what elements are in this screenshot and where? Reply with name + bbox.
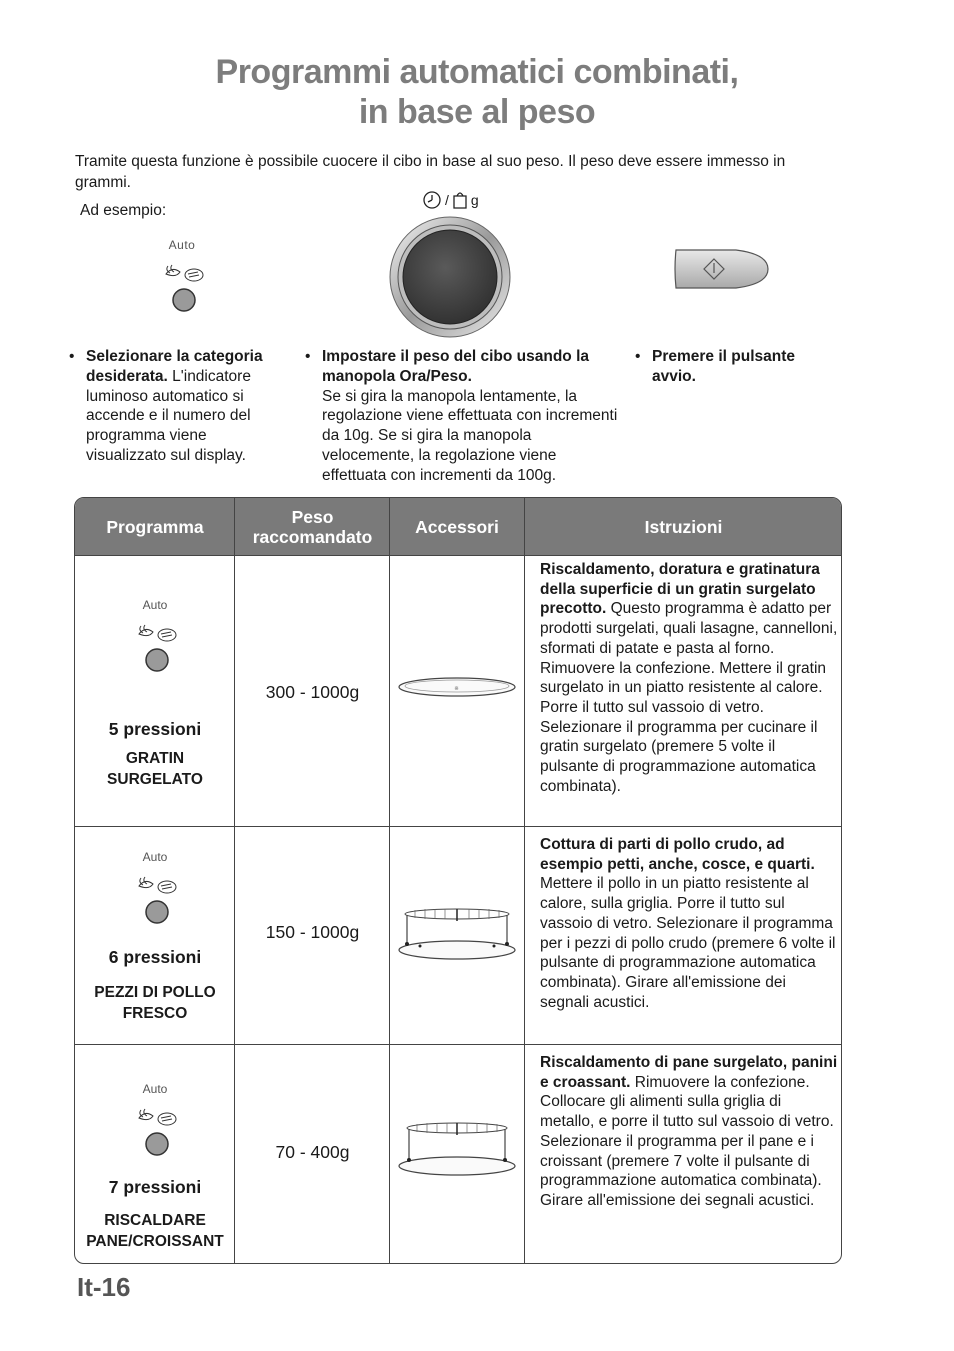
auto-label: Auto	[142, 598, 168, 612]
dial-unit: g	[470, 192, 479, 208]
instructions-text: Questo programma è adatto per prodotti surgelati, quali lasagne, cannelloni, sformati di patate e pasta al forno. Rimuovere la confezione. Mettere il gratin surgelato in un piatto resistente al calore. Porre il tutto sul vassoio di vetro. Selezionare il programma per cucinare il gratin surgelato (premere 5 volte il pulsante di programmazione automatica combinata).	[540, 600, 838, 795]
step-1-bold: Selezionare la categoria desiderata.	[86, 348, 263, 385]
instructions-row-1	[540, 560, 838, 796]
step-2-bold: Impostare il peso del cibo usando la manopola Ora/Peso.	[322, 348, 590, 385]
header-programma: Programma	[106, 517, 204, 537]
row-divider	[75, 826, 842, 827]
metal-rack-on-tray-icon	[390, 1120, 524, 1180]
presses-count: 7 pressioni	[108, 1177, 202, 1197]
auto-button-illustration	[125, 598, 185, 677]
time-weight-dial-icon	[388, 215, 512, 339]
auto-button-illustration	[125, 850, 185, 929]
grill-rack-on-tray-icon	[390, 906, 524, 962]
dial-label	[422, 190, 479, 210]
clock-icon	[422, 190, 442, 210]
bullet: •	[305, 348, 311, 365]
row-divider	[75, 1044, 842, 1045]
table-row-3-program	[75, 1082, 235, 1252]
programs-table	[74, 497, 842, 1264]
auto-button-illustration	[125, 1082, 185, 1161]
auto-label: Auto	[168, 238, 196, 252]
instructions-text: Rimuovere la confezione. Collocare gli alimenti sulla griglia di metallo, e porre il tutto sul vassoio di vetro. Selezionare il programma per il pane e i croissant (premere 7 volte il pulsante di programmazione automatica combinata). Girare all'emissione dei segnali acustici.	[540, 1073, 834, 1209]
auto-label: Auto	[142, 850, 168, 864]
svg-text:⋇: ⋇	[454, 686, 460, 692]
step-1-text: L'indicatore luminoso automatico si accende e il numero del programma viene visualizzato sul display.	[86, 367, 251, 464]
recommended-weight: 70 - 400g	[275, 1142, 350, 1162]
column-divider	[524, 498, 525, 1264]
auto-combi-button-icon	[125, 864, 185, 924]
instructions-row-2	[540, 835, 838, 1012]
step-3	[635, 347, 832, 387]
title-line-2: in base al peso	[358, 93, 596, 131]
page-title	[0, 52, 954, 132]
auto-combi-button-icon	[152, 252, 212, 312]
instructions-bold: Cottura di parti di pollo crudo, ad esempio petti, anche, cosce, e quarti.	[540, 836, 815, 873]
recommended-weight: 150 - 1000g	[265, 922, 360, 942]
auto-combi-button-icon	[125, 1096, 185, 1156]
instructions-text: Mettere il pollo in un piatto resistente al calore, sulla griglia. Porre il tutto sul vassoio di vetro. Selezionare il programma per i pezzi di pollo crudo (premere 6 volte il pulsante di programmazione automatica combinata). Girare all'emissione dei segnali acustici.	[540, 875, 836, 1011]
instructions-bold: Riscaldamento di pane surgelato, panini e croassant.	[540, 1054, 838, 1091]
page-number: It-16	[77, 1272, 131, 1302]
table-row-1-program	[75, 598, 235, 790]
step-3-bold: Premere il pulsante avvio.	[652, 348, 796, 385]
glass-tray-icon	[390, 672, 524, 702]
presses-count: 5 pressioni	[108, 719, 202, 739]
auto-button-illustration	[152, 238, 212, 317]
bullet: •	[635, 348, 641, 365]
header-istruzioni: Istruzioni	[644, 517, 723, 537]
title-line-1: Programmi automatici combinati,	[215, 53, 739, 91]
row-divider	[75, 555, 842, 556]
header-peso: Peso raccomandato	[252, 507, 373, 547]
bullet: •	[69, 348, 75, 365]
recommended-weight: 300 - 1000g	[265, 682, 360, 702]
table-row-2-program	[75, 850, 235, 1024]
instructions-row-3	[540, 1053, 838, 1211]
step-1	[69, 347, 291, 466]
start-button-icon	[672, 246, 772, 292]
program-category: GRATIN SURGELATO	[107, 750, 203, 788]
presses-count: 6 pressioni	[108, 947, 202, 967]
auto-combi-button-icon	[125, 612, 185, 672]
auto-label: Auto	[142, 1082, 168, 1096]
program-category: PEZZI DI POLLO FRESCO	[94, 984, 216, 1022]
step-2-text: Se si gira la manopola lentamente, la regolazione viene effettuata con incrementi da 10g. Se si gira la manopola velocemente, la regolazione viene effettuata con incrementi da 100g.	[322, 387, 618, 484]
dial-separator: /	[445, 192, 449, 208]
instructions-bold: Riscaldamento, doratura e gratinatura della superficie di un gratin surgelato precotto.	[540, 561, 820, 618]
header-accessori: Accessori	[415, 517, 499, 537]
table-header	[75, 498, 842, 556]
example-label: Ad esempio:	[80, 202, 167, 219]
step-2	[305, 347, 622, 486]
intro-text: Tramite questa funzione è possibile cuocere il cibo in base al suo peso. Il peso deve essere immesso in grammi.	[75, 153, 786, 191]
program-category: RISCALDARE PANE/CROISSANT	[86, 1212, 224, 1250]
weight-icon	[452, 190, 468, 210]
